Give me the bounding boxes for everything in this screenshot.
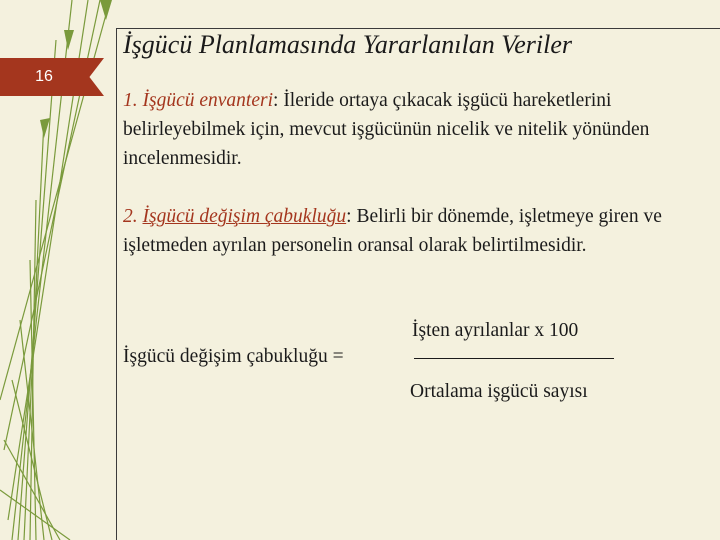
top-divider [116, 28, 720, 29]
paragraph-inventory-rest: hareketlerini belirleyebilmek için, mevcut işgücünün nicelik ve nitelik yönünden incelenmesidir. [123, 90, 650, 169]
fraction-line [414, 358, 614, 359]
term-turnover-prefix: 2. [123, 206, 143, 227]
slide-number: 16 [35, 68, 53, 85]
paragraph-turnover-rest: işletmeye giren ve işletmeden ayrılan personelin oransal olarak belirtilmesidir. [123, 206, 662, 256]
formula-denominator: Ortalama işgücü sayısı [410, 381, 588, 402]
formula-left: İşgücü değişim çabukluğu = [123, 346, 344, 367]
slide-title: İşgücü Planlamasında Yararlanılan Veriler [123, 30, 573, 59]
paragraph-inventory: 1. İşgücü envanteri: İleride ortaya çıkacak işgücü hareketlerini belirleyebilmek için, mevcut işgücünün nicelik ve nitelik yönünden incelenmesidir. [123, 90, 650, 169]
paragraph-turnover: 2. İşgücü değişim çabukluğu: Belirli bir dönemde, işletmeye giren ve işletmeden ayrılan personelin oransal olarak belirtilmesidir. [123, 206, 662, 256]
paragraph-inventory-first: İleride ortaya çıkacak işgücü [283, 90, 508, 111]
left-divider [116, 28, 117, 540]
term-turnover: İşgücü değişim çabukluğu [142, 206, 347, 227]
formula-numerator: İşten ayrılanlar x 100 [412, 320, 579, 341]
term-inventory: 1. İşgücü envanteri [123, 90, 274, 111]
paragraph-turnover-first: Belirli bir dönemde, [356, 206, 515, 227]
